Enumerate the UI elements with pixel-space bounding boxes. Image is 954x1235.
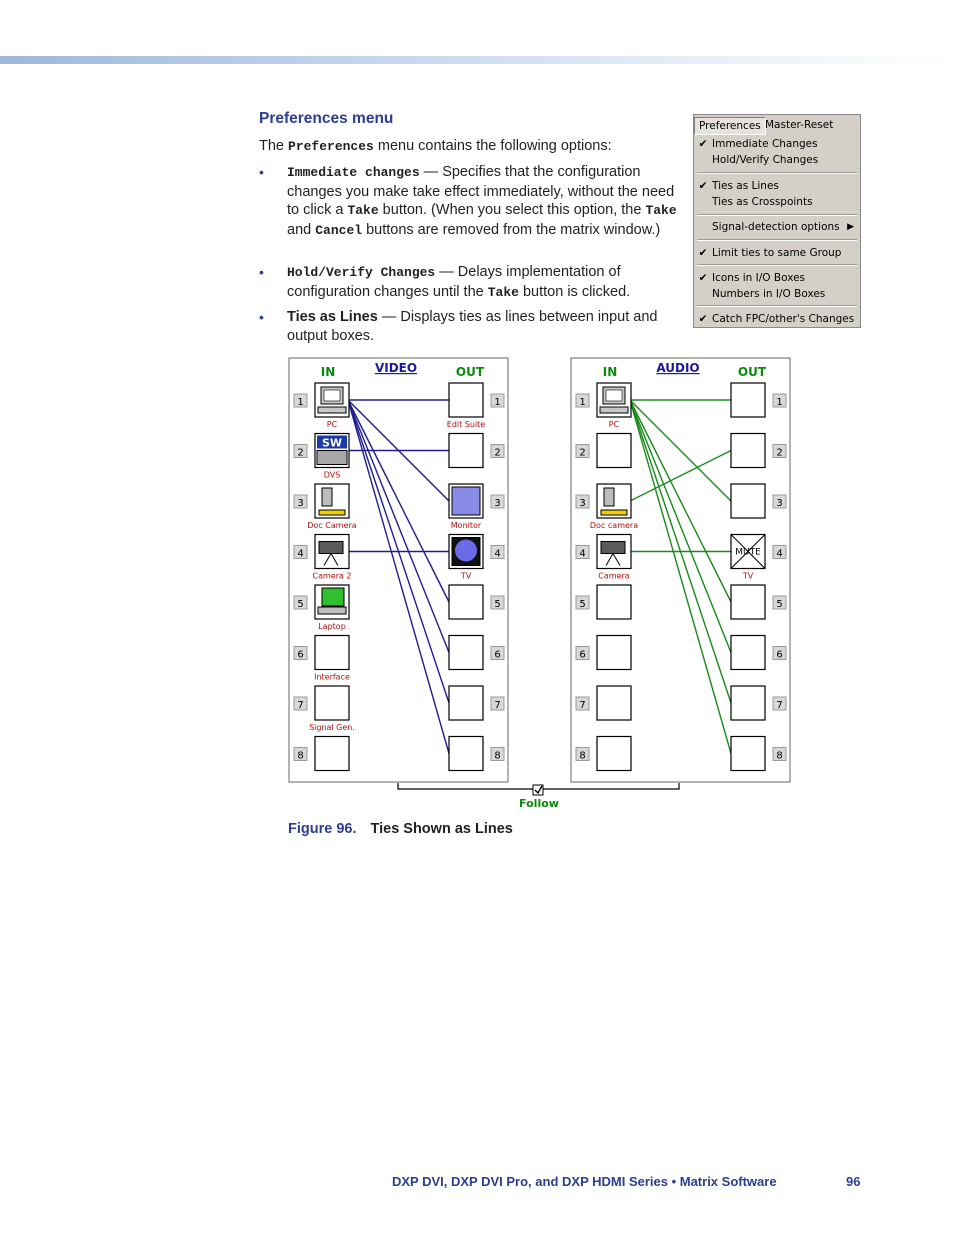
- input-number: 1: [579, 397, 586, 408]
- menu-bar: [694, 115, 860, 135]
- input-label: Camera: [598, 571, 630, 581]
- output-box[interactable]: [449, 636, 483, 670]
- section-heading: Preferences menu: [259, 110, 394, 127]
- output-number: 1: [494, 397, 501, 408]
- menu-tab-preferences[interactable]: Preferences: [694, 117, 766, 135]
- menu-item-ties-as-crosspoints[interactable]: Ties as Crosspoints: [712, 196, 813, 208]
- output-box[interactable]: [731, 383, 765, 417]
- input-number: 5: [579, 599, 586, 610]
- page-number: 96: [846, 1174, 861, 1189]
- output-number: 4: [494, 548, 501, 560]
- bullet-icon: •: [259, 164, 264, 180]
- menu-item-numbers-in-boxes[interactable]: Numbers in I/O Boxes: [712, 288, 826, 300]
- menu-divider: [697, 239, 857, 241]
- output-label: Monitor: [450, 521, 482, 530]
- preferences-menu-screenshot: [693, 114, 861, 328]
- menu-item-icons-in-boxes[interactable]: ✔ Icons in I/O Boxes: [698, 272, 806, 284]
- output-label: TV: [742, 571, 754, 581]
- intro-paragraph: The Preferences menu contains the following options:: [259, 138, 612, 154]
- input-number: 4: [297, 548, 304, 560]
- bullet-icon: •: [259, 264, 264, 280]
- ties-diagram: [286, 355, 794, 815]
- output-box[interactable]: [731, 484, 765, 518]
- input-number: 6: [579, 649, 586, 661]
- input-number: 8: [297, 750, 304, 762]
- input-number: 7: [579, 700, 586, 711]
- input-label: Interface: [314, 672, 350, 682]
- input-number: 1: [297, 397, 304, 408]
- output-number: 7: [494, 700, 501, 711]
- input-number: 3: [579, 498, 586, 509]
- input-label: Signal Gen.: [309, 723, 355, 732]
- follow-label: Follow: [519, 797, 559, 810]
- doc-camera-base-icon: [601, 510, 627, 515]
- output-number: 2: [494, 447, 501, 459]
- output-label: Edit Suite: [446, 420, 486, 429]
- page-footer: DXP DVI, DXP DVI Pro, and DXP HDMI Series • Matrix Software 96: [392, 1174, 861, 1189]
- laptop-icon: [322, 588, 344, 606]
- input-box[interactable]: [597, 636, 631, 670]
- output-number: 6: [494, 649, 501, 661]
- laptop-keyboard-icon: [318, 607, 346, 614]
- output-box[interactable]: [449, 737, 483, 771]
- output-box[interactable]: [449, 585, 483, 619]
- pc-keyboard-icon: [600, 407, 628, 413]
- list-item: • Ties as Lines — Displays ties as lines between input and output boxes.: [259, 309, 658, 344]
- input-box[interactable]: [597, 686, 631, 720]
- pc-screen-icon: [324, 390, 340, 401]
- check-icon: ✔: [698, 313, 708, 325]
- pc-screen-icon: [606, 390, 622, 401]
- out-label: OUT: [737, 365, 767, 379]
- tv-screen-icon: [455, 540, 477, 562]
- check-icon: ✔: [698, 138, 708, 150]
- input-box[interactable]: [597, 434, 631, 468]
- camera-icon: [319, 542, 343, 554]
- output-number: 5: [776, 599, 783, 610]
- output-box[interactable]: [731, 434, 765, 468]
- panel-title-audio: AUDIO: [656, 361, 700, 375]
- list-item: • Hold/Verify Changes — Delays implementation of configuration changes until the Take button is clicked.: [259, 264, 631, 300]
- output-number: 7: [776, 700, 783, 711]
- output-number: 5: [494, 599, 501, 610]
- mute-label: MUTE: [735, 547, 761, 558]
- input-label: Laptop: [318, 622, 346, 631]
- in-label: IN: [320, 365, 336, 379]
- output-number: 8: [776, 750, 783, 762]
- code-preferences: Preferences: [288, 139, 374, 154]
- output-box[interactable]: [449, 434, 483, 468]
- output-number: 4: [776, 548, 783, 560]
- ties-figure: [286, 355, 794, 815]
- input-number: 3: [297, 498, 304, 509]
- input-number: 4: [579, 548, 586, 560]
- panel-title-video: VIDEO: [374, 361, 418, 375]
- doc-camera-icon: [604, 488, 614, 506]
- pc-keyboard-icon: [318, 407, 346, 413]
- doc-camera-base-icon: [319, 510, 345, 515]
- doc-camera-icon: [322, 488, 332, 506]
- options-list: [259, 163, 689, 353]
- input-label: Camera 2: [312, 571, 352, 581]
- output-box[interactable]: [731, 737, 765, 771]
- input-label: PC: [326, 420, 338, 429]
- menu-item-immediate-changes[interactable]: ✔ Immediate Changes: [698, 138, 818, 150]
- camera-icon: [601, 542, 625, 554]
- input-number: 7: [297, 700, 304, 711]
- figure-caption: Figure 96. Ties Shown as Lines: [288, 821, 513, 837]
- monitor-icon: [452, 487, 480, 515]
- output-box[interactable]: [731, 686, 765, 720]
- menu-item-hold-verify[interactable]: Hold/Verify Changes: [712, 154, 819, 166]
- input-box[interactable]: [597, 585, 631, 619]
- output-box[interactable]: [449, 383, 483, 417]
- check-icon: ✔: [698, 247, 708, 259]
- output-number: 3: [776, 498, 783, 509]
- output-box[interactable]: [449, 686, 483, 720]
- input-number: 8: [579, 750, 586, 762]
- input-label: DVS: [323, 470, 341, 480]
- menu-item-catch-fpc[interactable]: ✔ Catch FPC/other's Changes: [698, 313, 855, 325]
- menu-tab-master-reset[interactable]: Master-Reset: [765, 119, 834, 131]
- input-number: 2: [579, 447, 586, 459]
- menu-item-limit-ties[interactable]: ✔ Limit ties to same Group: [698, 247, 842, 259]
- output-label: TV: [460, 571, 472, 581]
- list-item: • Immediate changes — Specifies that the configuration changes you make take effect immediately, without the need to click a Take button. (When you select this option, the Take and Cancel buttons are removed from the matrix window.): [259, 164, 677, 238]
- menu-item-signal-detection[interactable]: Signal-detection options ▶: [712, 221, 854, 233]
- input-number: 6: [297, 649, 304, 661]
- menu-divider: [697, 172, 857, 174]
- input-number: 2: [297, 447, 304, 459]
- input-number: 5: [297, 599, 304, 610]
- output-box[interactable]: [731, 585, 765, 619]
- submenu-arrow-icon: ▶: [847, 222, 854, 232]
- out-label: OUT: [455, 365, 485, 379]
- input-box[interactable]: [315, 636, 349, 670]
- input-box[interactable]: [315, 686, 349, 720]
- output-number: 3: [494, 498, 501, 509]
- menu-divider: [697, 305, 857, 307]
- output-number: 1: [776, 397, 783, 408]
- input-label: PC: [608, 420, 620, 429]
- output-number: 6: [776, 649, 783, 661]
- output-number: 8: [494, 750, 501, 762]
- input-box[interactable]: [597, 737, 631, 771]
- bullet-icon: •: [259, 309, 264, 325]
- menu-item-ties-as-lines[interactable]: ✔ Ties as Lines: [698, 180, 779, 192]
- output-number: 2: [776, 447, 783, 459]
- menu-divider: [697, 214, 857, 216]
- input-label: Doc camera: [589, 521, 639, 530]
- input-box[interactable]: [315, 737, 349, 771]
- check-icon: ✔: [698, 180, 708, 192]
- menu-divider: [697, 264, 857, 266]
- header-rule: [0, 56, 954, 64]
- input-label: Doc Camera: [307, 521, 357, 530]
- dvs-unit-icon: [317, 451, 347, 465]
- dvs-badge-text: SW: [321, 436, 343, 450]
- check-icon: ✔: [698, 272, 708, 284]
- output-box[interactable]: [731, 636, 765, 670]
- in-label: IN: [602, 365, 618, 379]
